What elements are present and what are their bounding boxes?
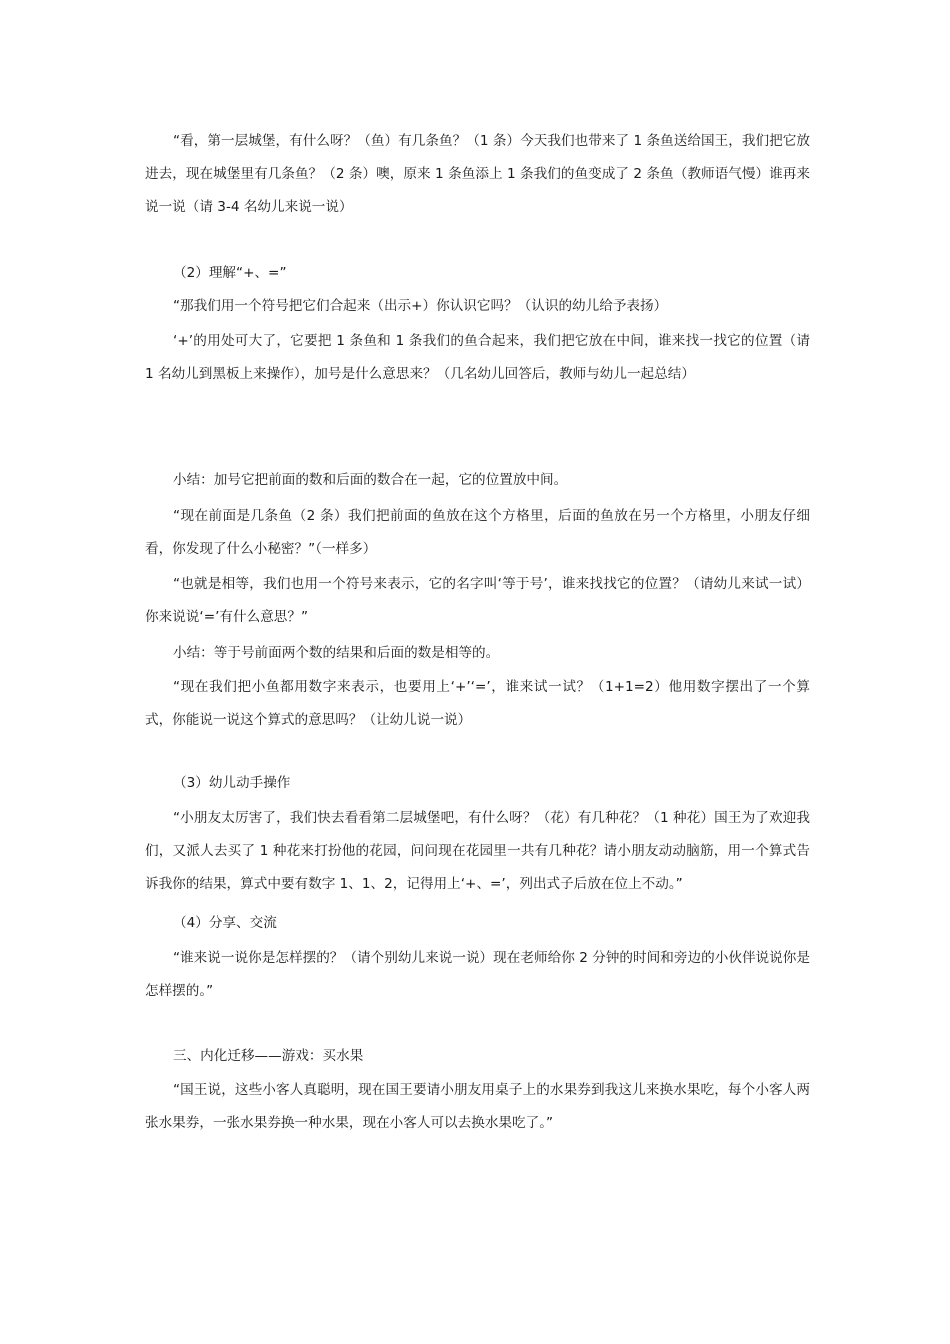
paragraph-show-plus: “那我们用一个符号把它们合起来（出示+）你认识它吗？（认识的幼儿给予表扬） bbox=[173, 298, 668, 314]
paragraph-fruit-coupons: “国王说，这些小客人真聪明，现在国王要请小朋友用桌子上的水果券到我这儿来换水果吃，每个小客人两张水果券，一张水果券换一种水果，现在小客人可以去换水果吃了。” bbox=[145, 1082, 810, 1131]
paragraph-share-how: “谁来说一说你是怎样摆的？（请个别幼儿来说一说）现在老师给你 2 分钟的时间和旁边的小伙伴说说你是怎样摆的。” bbox=[145, 950, 810, 999]
paragraph-castle-fish: “看，第一层城堡，有什么呀？（鱼）有几条鱼？（1 条）今天我们也带来了 1 条鱼送给国王，我们把它放进去，现在城堡里有几条鱼？（2 条）噢，原来 1 条鱼添上 1 条我们的鱼变成了 2 条鱼（教师语气慢）谁再来说一说（请 3-4 名幼儿来说一说） bbox=[145, 133, 810, 215]
heading-share-exchange: （4）分享、交流 bbox=[173, 915, 277, 931]
paragraph-number-equation: “现在我们把小鱼都用数字来表示，也要用上‘+’‘=’，谁来试一试？（1+1=2）他用数字摆出了一个算式，你能说一说这个算式的意思吗？（让幼儿说一说） bbox=[145, 679, 810, 728]
heading-section-three-game: 三、内化迁移——游戏：买水果 bbox=[173, 1048, 364, 1064]
paragraph-equals-sign: “也就是相等，我们也用一个符号来表示，它的名字叫‘等于号’，谁来找找它的位置？（请幼儿来试一试）你来说说‘=’有什么意思？” bbox=[145, 576, 810, 625]
summary-equals: 小结：等于号前面两个数的结果和后面的数是相等的。 bbox=[173, 645, 500, 661]
paragraph-second-castle-flowers: “小朋友太厉害了，我们快去看看第二层城堡吧，有什么呀？（花）有几种花？（1 种花）国王为了欢迎我们，又派人去买了 1 种花来打扮他的花园，问问现在花园里一共有几种花？请小朋友动动脑筋，用一个算式告诉我你的结果，算式中要有数字 1、1、2，记得用上‘+、=’，列出式子后放在位上不动。” bbox=[145, 810, 810, 892]
heading-understand-plus-equals: （2）理解“+、=” bbox=[173, 265, 287, 281]
paragraph-plus-usage: ‘+’的用处可大了，它要把 1 条鱼和 1 条我们的鱼合起来，我们把它放在中间，谁来找一找它的位置（请 1 名幼儿到黑板上来操作），加号是什么意思来？（几名幼儿回答后，教师与幼儿一起总结） bbox=[145, 333, 810, 382]
paragraph-same-amount: “现在前面是几条鱼（2 条）我们把前面的鱼放在这个方格里，后面的鱼放在另一个方格里，小朋友仔细看，你发现了什么小秘密？”（一样多） bbox=[145, 508, 810, 557]
summary-plus: 小结：加号它把前面的数和后面的数合在一起，它的位置放中间。 bbox=[173, 472, 568, 488]
heading-hands-on: （3）幼儿动手操作 bbox=[173, 775, 291, 791]
